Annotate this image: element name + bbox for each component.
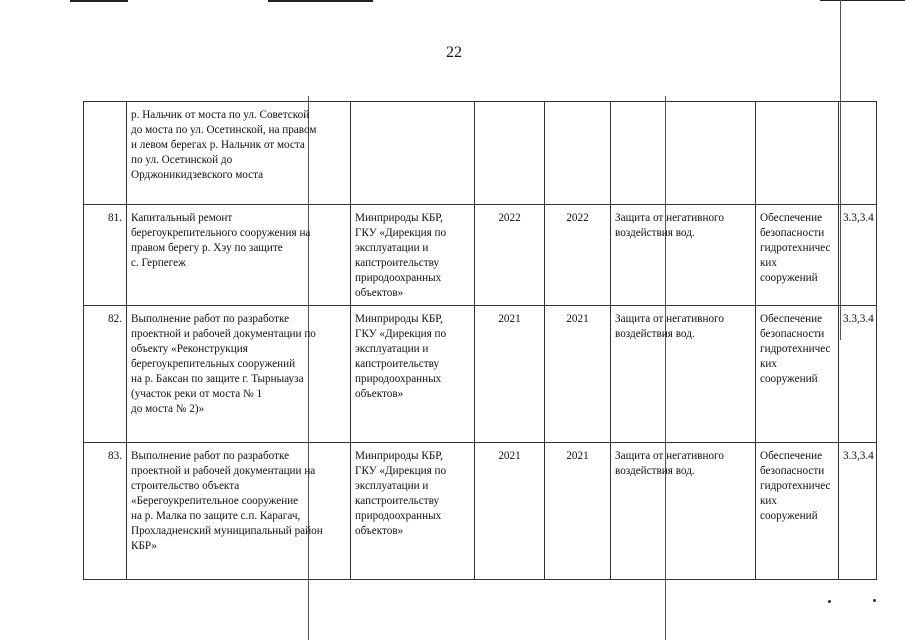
year-start: 2021 (475, 306, 545, 443)
responsible-org-line: природоохранных (355, 373, 442, 385)
page-number: 22 (446, 44, 462, 61)
goal-line: Защита от негативного (615, 313, 724, 325)
measure-name-line: по ул. Осетинской до (131, 154, 233, 166)
measure-name-line: правом берегу р. Хэу по защите (131, 242, 283, 254)
responsible-org-line: Минприроды КБР, (355, 450, 443, 462)
responsible-org-line: объектов» (355, 525, 404, 537)
measure-name-line: берегоукрепительных сооружений (131, 358, 296, 370)
measure-name-line: р. Нальчик от моста по ул. Советской (131, 109, 310, 121)
table-row (84, 306, 877, 443)
measure-name (127, 306, 351, 443)
result-line: Обеспечение (760, 212, 823, 224)
scan-mark-top-right (820, 0, 905, 1)
result (756, 205, 839, 306)
responsible-org-line: эксплуатации и (355, 242, 429, 254)
measure-name-line: Прохладненский муниципальный район (131, 525, 323, 537)
measure-name-line: и левом берегах р. Нальчик от моста (131, 139, 305, 151)
result-line: Обеспечение (760, 313, 823, 325)
responsible-org-line: ГКУ «Дирекция по (355, 328, 447, 340)
responsible-org-line: объектов» (355, 287, 404, 299)
measure-name-line: КБР» (131, 540, 157, 552)
year-end: 2021 (545, 443, 611, 580)
responsible-org-line: эксплуатации и (355, 480, 429, 492)
responsible-org-line: ГКУ «Дирекция по (355, 227, 447, 239)
responsible-org-line: природоохранных (355, 510, 442, 522)
table-row (84, 443, 877, 580)
result-line: сооружений (760, 272, 818, 284)
goal-line: воздействия вод. (615, 328, 695, 340)
measure-name-line: объекту «Реконструкция (131, 343, 248, 355)
row-number (84, 102, 127, 205)
responsible-org (351, 443, 475, 580)
measure-name-line: Капитальный ремонт (131, 212, 233, 224)
measure-name-line: на р. Малка по защите с.п. Карагач, (131, 510, 301, 522)
result-line: гидротехничес (760, 343, 831, 355)
result-line: Обеспечение (760, 450, 823, 462)
responsible-org (351, 102, 475, 205)
indicator: 3.3,3.4 (839, 205, 877, 306)
responsible-org-line: капстроительству (355, 257, 440, 269)
result-line: гидротехничес (760, 242, 831, 254)
result-line: ких (760, 495, 778, 507)
goal-line: воздействия вод. (615, 465, 695, 477)
table-row (84, 102, 877, 205)
responsible-org-line: природоохранных (355, 272, 442, 284)
scan-dot (828, 600, 831, 603)
year-end: 2021 (545, 306, 611, 443)
result (756, 102, 839, 205)
indicator (839, 102, 877, 205)
responsible-org (351, 306, 475, 443)
measure-name-line: до моста № 2)» (131, 403, 205, 415)
measure-name (127, 205, 351, 306)
measure-name-line: (участок реки от моста № 1 (131, 388, 263, 400)
goal (611, 205, 756, 306)
responsible-org-line: ГКУ «Дирекция по (355, 465, 447, 477)
measures-table (83, 101, 877, 580)
year-start: 2022 (475, 205, 545, 306)
row-number: 82. (84, 306, 127, 443)
goal (611, 306, 756, 443)
goal-line: Защита от негативного (615, 212, 724, 224)
responsible-org-line: капстроительству (355, 495, 440, 507)
measure-name-line: Выполнение работ по разработке (131, 313, 290, 325)
year-start: 2021 (475, 443, 545, 580)
measure-name (127, 443, 351, 580)
result-line: ких (760, 358, 778, 370)
responsible-org-line: эксплуатации и (355, 343, 429, 355)
responsible-org-line: капстроительству (355, 358, 440, 370)
result-line: сооружений (760, 373, 818, 385)
measure-name-line: Орджоникидзевского моста (131, 169, 264, 181)
result-line: безопасности (760, 465, 825, 477)
goal (611, 102, 756, 205)
responsible-org-line: объектов» (355, 388, 404, 400)
result (756, 443, 839, 580)
measure-name-line: с. Герпегеж (131, 257, 186, 269)
result-line: гидротехничес (760, 480, 831, 492)
result-line: ких (760, 257, 778, 269)
scan-mark-top-center (268, 0, 373, 2)
responsible-org-line: Минприроды КБР, (355, 212, 443, 224)
indicator: 3.3,3.4 (839, 306, 877, 443)
row-number: 83. (84, 443, 127, 580)
indicator: 3.3,3.4 (839, 443, 877, 580)
row-number: 81. (84, 205, 127, 306)
goal-line: воздействия вод. (615, 227, 695, 239)
goal-line: Защита от негативного (615, 450, 724, 462)
measure-name-line: «Берегоукрепительное сооружение (131, 495, 299, 507)
responsible-org-line: Минприроды КБР, (355, 313, 443, 325)
result (756, 306, 839, 443)
measure-name-line: проектной и рабочей документации по (131, 328, 316, 340)
measure-name (127, 102, 351, 205)
measure-name-line: Выполнение работ по разработке (131, 450, 290, 462)
measure-name-line: берегоукрепительного сооружения на (131, 227, 311, 239)
result-line: безопасности (760, 227, 825, 239)
result-line: безопасности (760, 328, 825, 340)
measure-name-line: на р. Баксан по защите г. Тырныауза (131, 373, 304, 385)
result-line: сооружений (760, 510, 818, 522)
year-end: 2022 (545, 205, 611, 306)
table-row (84, 205, 877, 306)
year-start (475, 102, 545, 205)
goal (611, 443, 756, 580)
year-end (545, 102, 611, 205)
measure-name-line: проектной и рабочей документации на (131, 465, 316, 477)
responsible-org (351, 205, 475, 306)
measure-name-line: строительство объекта (131, 480, 240, 492)
scan-dot (873, 599, 876, 602)
scan-mark-top-left (70, 0, 128, 2)
measure-name-line: до моста по ул. Осетинской, на правом (131, 124, 317, 136)
